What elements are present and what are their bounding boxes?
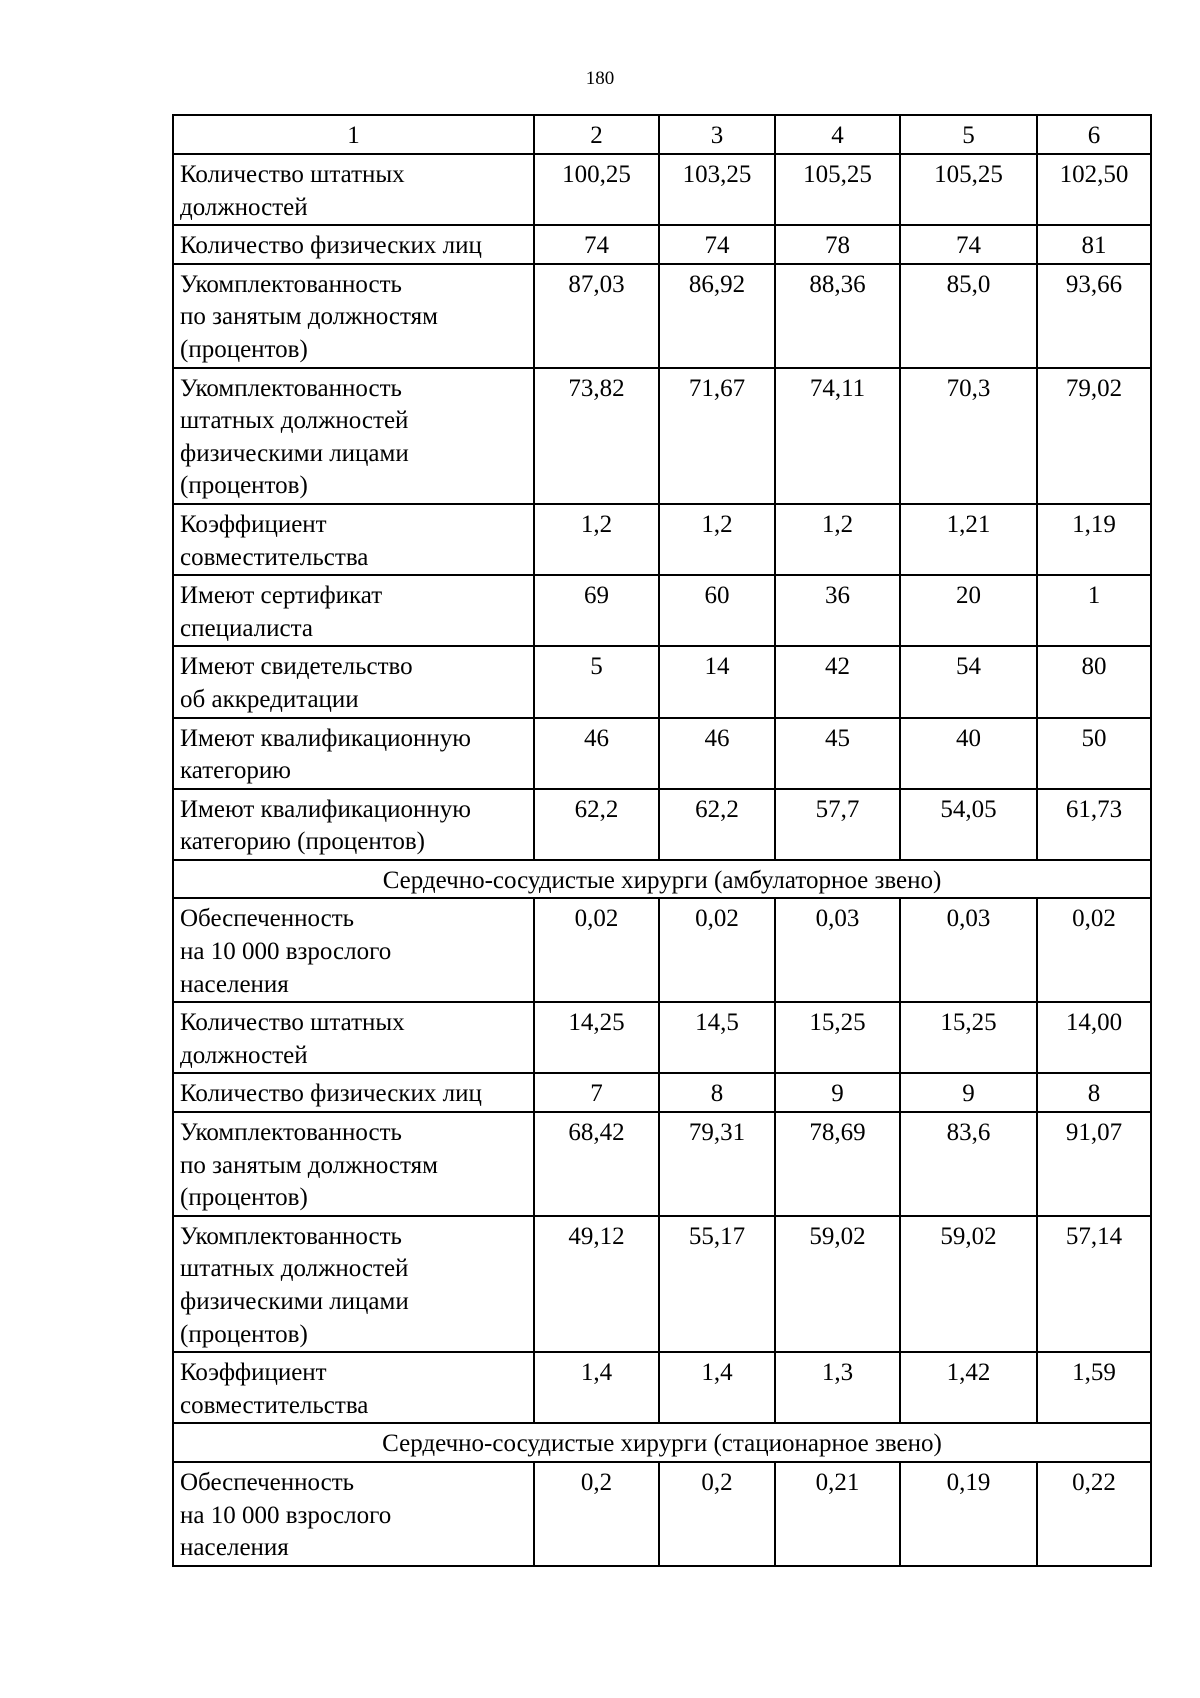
table-cell: 69	[534, 575, 659, 646]
table-header-row	[173, 115, 1151, 154]
table-cell: 1,4	[534, 1352, 659, 1423]
table-cell: 100,25	[534, 154, 659, 225]
table-cell: 0,2	[534, 1462, 659, 1566]
table-cell: 74,11	[775, 368, 900, 504]
table-row	[173, 1352, 1151, 1423]
table-cell: 45	[775, 718, 900, 789]
table-cell: 80	[1037, 646, 1151, 717]
table-cell: 73,82	[534, 368, 659, 504]
table-row	[173, 1462, 1151, 1566]
table-cell: 0,19	[900, 1462, 1037, 1566]
table-row	[173, 368, 1151, 504]
table-row	[173, 575, 1151, 646]
table-cell: 14,25	[534, 1002, 659, 1073]
table-row	[173, 225, 1151, 264]
table-cell: 5	[534, 646, 659, 717]
table-cell: 15,25	[775, 1002, 900, 1073]
table-cell: 78	[775, 225, 900, 264]
table-row	[173, 504, 1151, 575]
table-cell: 71,67	[659, 368, 775, 504]
table-cell: 91,07	[1037, 1112, 1151, 1216]
table-cell: 81	[1037, 225, 1151, 264]
row-label: Количество штатных должностей	[173, 154, 534, 225]
table-cell: 87,03	[534, 264, 659, 368]
table-cell: 60	[659, 575, 775, 646]
table-cell: 1,42	[900, 1352, 1037, 1423]
row-label: Имеют квалификационную категорию (процентов)	[173, 789, 534, 860]
table-cell: 8	[1037, 1073, 1151, 1112]
table-cell: 74	[900, 225, 1037, 264]
table-cell: 61,73	[1037, 789, 1151, 860]
table-cell: 79,31	[659, 1112, 775, 1216]
row-label: Коэффициент совместительства	[173, 1352, 534, 1423]
table-cell: 14,00	[1037, 1002, 1151, 1073]
table-cell: 68,42	[534, 1112, 659, 1216]
table-cell: 9	[900, 1073, 1037, 1112]
row-label: Имеют квалификационную категорию	[173, 718, 534, 789]
section-title: Сердечно-сосудистые хирурги (стационарное звено)	[173, 1423, 1151, 1462]
column-header: 2	[534, 115, 659, 154]
table-cell: 93,66	[1037, 264, 1151, 368]
page-number: 180	[585, 68, 615, 89]
table-cell: 78,69	[775, 1112, 900, 1216]
table-cell: 62,2	[534, 789, 659, 860]
row-label: Имеют свидетельство об аккредитации	[173, 646, 534, 717]
table-cell: 0,03	[775, 898, 900, 1002]
table-cell: 57,7	[775, 789, 900, 860]
table-cell: 79,02	[1037, 368, 1151, 504]
table-cell: 40	[900, 718, 1037, 789]
table-cell: 0,02	[659, 898, 775, 1002]
table-cell: 9	[775, 1073, 900, 1112]
table-row	[173, 1002, 1151, 1073]
table-row	[173, 154, 1151, 225]
row-label: Укомплектованность штатных должностей физическими лицами (процентов)	[173, 368, 534, 504]
row-label: Укомплектованность штатных должностей физическими лицами (процентов)	[173, 1216, 534, 1352]
table-cell: 103,25	[659, 154, 775, 225]
table-cell: 70,3	[900, 368, 1037, 504]
table-row	[173, 898, 1151, 1002]
row-label: Обеспеченность на 10 000 взрослого населения	[173, 1462, 534, 1566]
table-cell: 46	[659, 718, 775, 789]
table-cell: 1,19	[1037, 504, 1151, 575]
table-row	[173, 1112, 1151, 1216]
table-cell: 20	[900, 575, 1037, 646]
row-label: Количество штатных должностей	[173, 1002, 534, 1073]
section-header-row	[173, 860, 1151, 899]
table-cell: 85,0	[900, 264, 1037, 368]
table-cell: 50	[1037, 718, 1151, 789]
table-cell: 105,25	[775, 154, 900, 225]
statistics-table	[172, 114, 1152, 1567]
table-cell: 15,25	[900, 1002, 1037, 1073]
table-cell: 1,4	[659, 1352, 775, 1423]
table-cell: 0,03	[900, 898, 1037, 1002]
table-cell: 102,50	[1037, 154, 1151, 225]
table-cell: 59,02	[775, 1216, 900, 1352]
table-cell: 8	[659, 1073, 775, 1112]
table-cell: 1,2	[659, 504, 775, 575]
table-cell: 54,05	[900, 789, 1037, 860]
section-header-row	[173, 1423, 1151, 1462]
table-cell: 1,2	[534, 504, 659, 575]
row-label: Количество физических лиц	[173, 1073, 534, 1112]
table-cell: 1,3	[775, 1352, 900, 1423]
section-title: Сердечно-сосудистые хирурги (амбулаторное звено)	[173, 860, 1151, 899]
table-cell: 57,14	[1037, 1216, 1151, 1352]
column-header: 1	[173, 115, 534, 154]
table-cell: 0,2	[659, 1462, 775, 1566]
table-cell: 88,36	[775, 264, 900, 368]
table-cell: 1,21	[900, 504, 1037, 575]
table-cell: 14	[659, 646, 775, 717]
row-label: Коэффициент совместительства	[173, 504, 534, 575]
table-cell: 1,2	[775, 504, 900, 575]
table-cell: 1	[1037, 575, 1151, 646]
column-header: 5	[900, 115, 1037, 154]
table-row	[173, 789, 1151, 860]
table-row	[173, 646, 1151, 717]
table-cell: 62,2	[659, 789, 775, 860]
table-cell: 7	[534, 1073, 659, 1112]
row-label: Имеют сертификат специалиста	[173, 575, 534, 646]
table-cell: 46	[534, 718, 659, 789]
table-cell: 42	[775, 646, 900, 717]
table-cell: 55,17	[659, 1216, 775, 1352]
table-cell: 0,21	[775, 1462, 900, 1566]
table-cell: 86,92	[659, 264, 775, 368]
table-cell: 49,12	[534, 1216, 659, 1352]
table-cell: 105,25	[900, 154, 1037, 225]
table-cell: 0,02	[534, 898, 659, 1002]
table-cell: 83,6	[900, 1112, 1037, 1216]
table-cell: 0,02	[1037, 898, 1151, 1002]
row-label: Укомплектованность по занятым должностям (процентов)	[173, 264, 534, 368]
row-label: Обеспеченность на 10 000 взрослого населения	[173, 898, 534, 1002]
table-cell: 36	[775, 575, 900, 646]
table-cell: 74	[534, 225, 659, 264]
row-label: Количество физических лиц	[173, 225, 534, 264]
table-row	[173, 1216, 1151, 1352]
table-row	[173, 718, 1151, 789]
table-cell: 1,59	[1037, 1352, 1151, 1423]
table-cell: 0,22	[1037, 1462, 1151, 1566]
table-cell: 14,5	[659, 1002, 775, 1073]
row-label: Укомплектованность по занятым должностям (процентов)	[173, 1112, 534, 1216]
table-row	[173, 1073, 1151, 1112]
column-header: 6	[1037, 115, 1151, 154]
column-header: 3	[659, 115, 775, 154]
table-cell: 59,02	[900, 1216, 1037, 1352]
column-header: 4	[775, 115, 900, 154]
table-row	[173, 264, 1151, 368]
table-cell: 74	[659, 225, 775, 264]
table-cell: 54	[900, 646, 1037, 717]
